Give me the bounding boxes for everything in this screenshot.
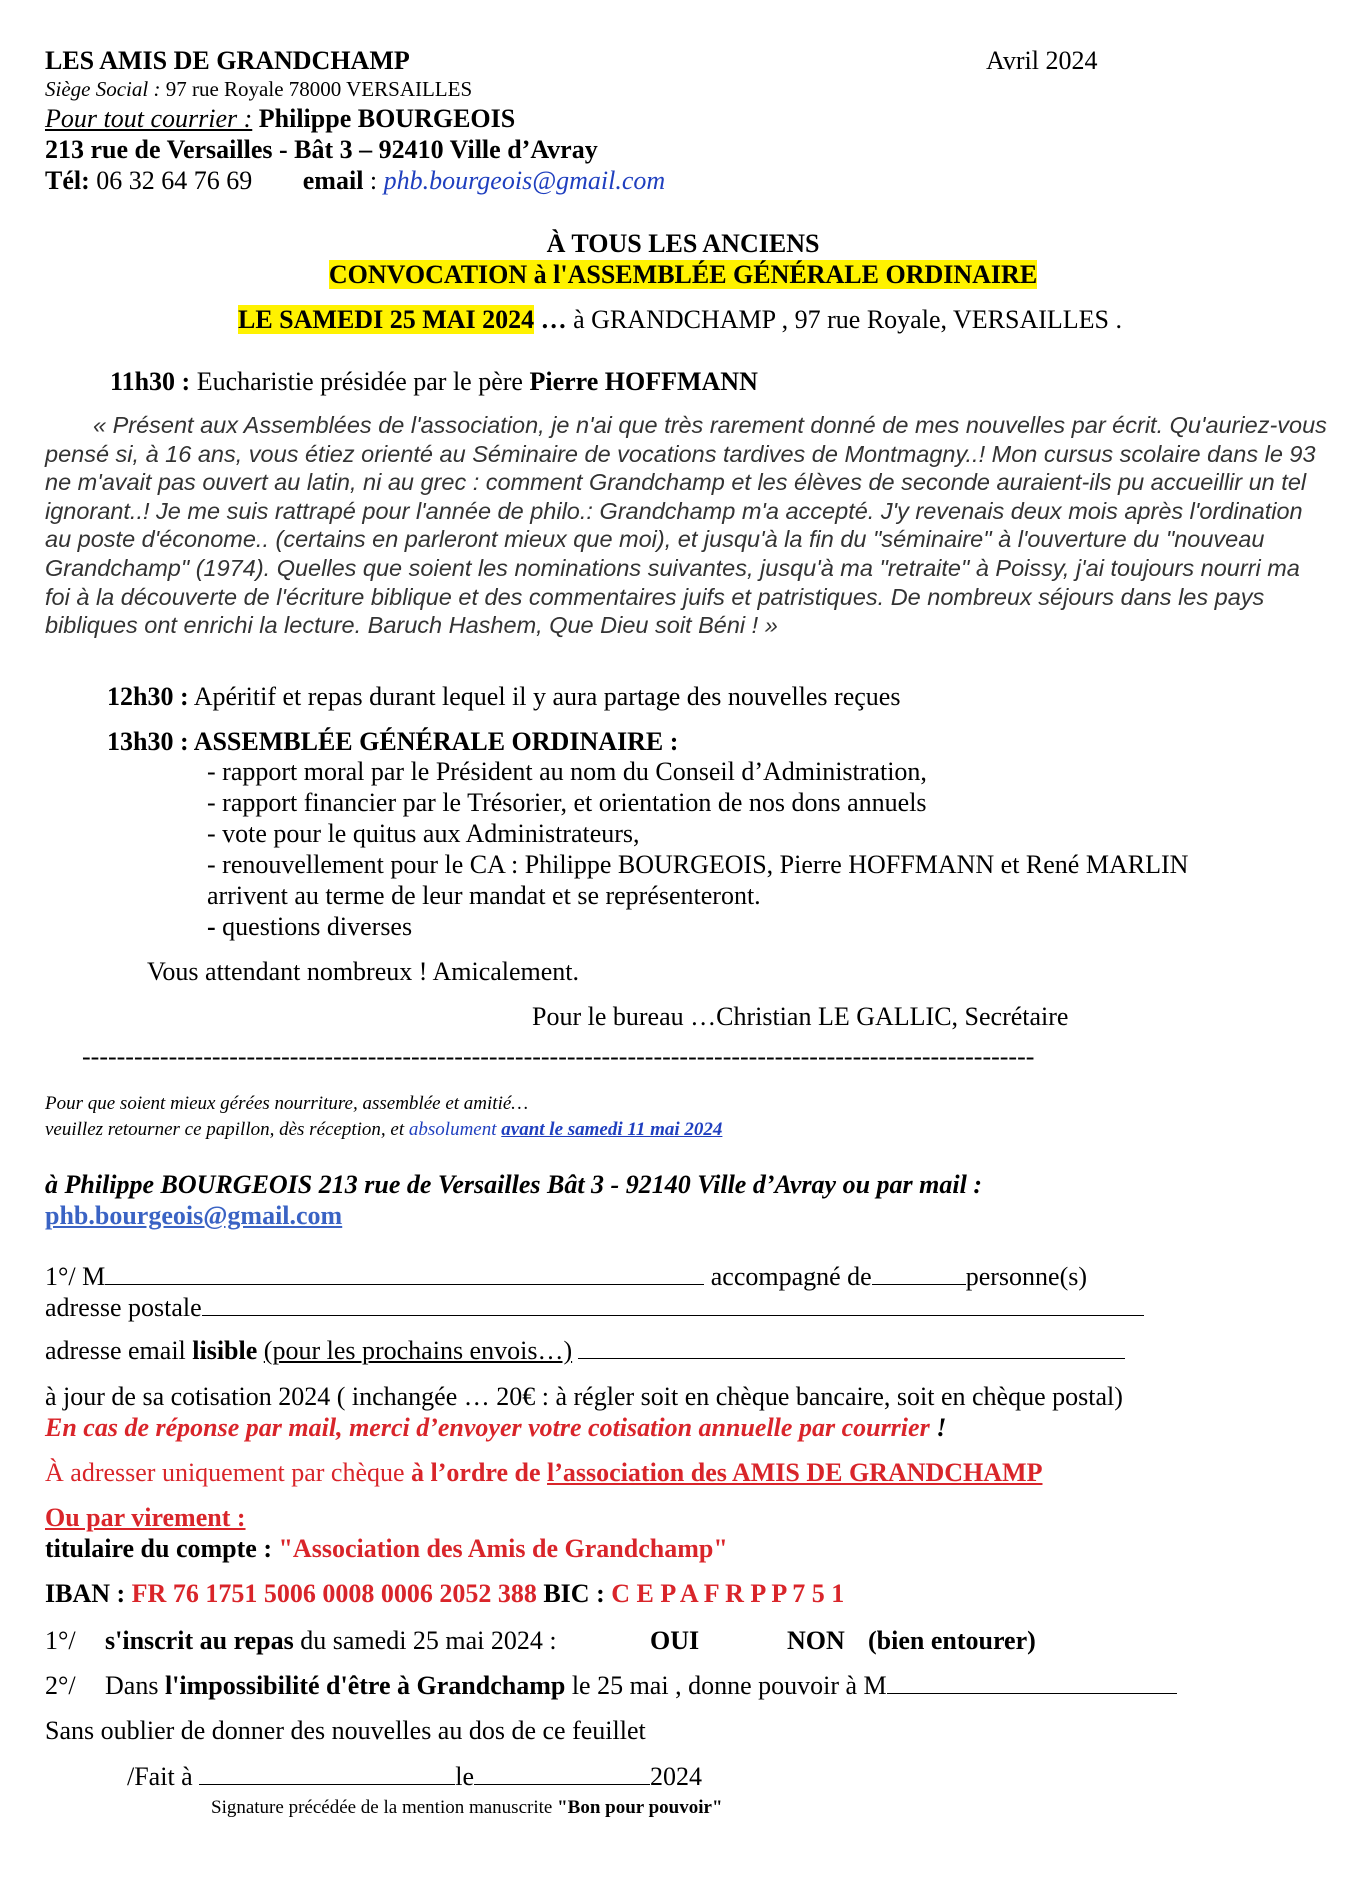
eucharistie-line xyxy=(110,367,758,397)
form-intro-2-text: veuillez retourner ce papillon, dès réception, et xyxy=(45,1119,409,1140)
bic-label: BIC : xyxy=(536,1579,612,1608)
document-date: Avril 2024 xyxy=(986,46,1098,75)
pouvoir-name-field[interactable] xyxy=(887,1671,1177,1694)
title-line-1: À TOUS LES ANCIENS xyxy=(546,229,820,258)
pouvoir-c: le 25 mai , donne pouvoir à M xyxy=(565,1671,887,1700)
secretary-signature: Pour le bureau …Christian LE GALLIC, Secrétaire xyxy=(532,1002,1069,1031)
attendee-prefix: 1°/ M xyxy=(45,1262,106,1291)
pouvoir-line xyxy=(105,1671,1177,1701)
siege-address: 97 rue Royale 78000 VERSAILLES xyxy=(165,77,473,101)
bic-value: C E P A F R P P 7 5 1 xyxy=(611,1579,845,1608)
repas-text: Apéritif et repas durant lequel il y aura partage des nouvelles reçues xyxy=(188,682,901,711)
repas-entourer-note: (bien entourer) xyxy=(868,1626,1036,1655)
pouvoir-a: Dans xyxy=(105,1671,165,1700)
meeting-date-line xyxy=(238,305,1122,335)
attendee-accompagne: accompagné de xyxy=(704,1262,872,1291)
email-label-lisible: lisible xyxy=(192,1336,258,1365)
fait-year: 2024 xyxy=(649,1762,702,1791)
fait-label: /Fait à xyxy=(127,1762,200,1791)
agenda-item: - rapport moral par le Président au nom du Conseil d’Administration, xyxy=(207,757,927,786)
tel-label: Tél: xyxy=(45,166,90,195)
fait-line xyxy=(127,1762,702,1792)
agenda-last-text: questions diverses xyxy=(215,912,413,941)
mail-note-excl: ! xyxy=(929,1413,947,1442)
agenda-dash: - xyxy=(207,912,216,941)
meeting-place: à GRANDCHAMP , 97 rue Royale, VERSAILLES . xyxy=(566,305,1123,334)
contact-line xyxy=(45,166,665,196)
contact-name: Philippe BOURGEOIS xyxy=(258,104,516,133)
pouvoir-num: 2°/ xyxy=(45,1671,76,1700)
courrier-line xyxy=(45,104,515,134)
email-label-note: (pour les prochains envois…) xyxy=(263,1336,573,1365)
cut-separator: -------------------------------------------------------------------------------------------------------------- xyxy=(82,1042,1035,1071)
virement-heading: Ou par virement : xyxy=(45,1503,246,1532)
mail-note-text: En cas de réponse par mail, merci d’envoyer votre cotisation annuelle par courrier xyxy=(45,1413,930,1442)
agenda-item: - rapport financier par le Trésorier, et orientation de nos dons annuels xyxy=(207,788,927,817)
form-deadline: avant le samedi 11 mai 2024 xyxy=(501,1119,723,1140)
ag-title: ASSEMBLÉE GÉNÉRALE ORDINAIRE : xyxy=(188,727,679,756)
titulaire-line xyxy=(45,1534,728,1564)
form-intro-absolument: absolument xyxy=(408,1119,497,1140)
repas-time: 12h30 : xyxy=(107,682,189,711)
bank-line xyxy=(45,1579,844,1609)
agenda-item: - renouvellement pour le CA : Philippe BOURGEOIS, Pierre HOFFMANN et René MARLIN xyxy=(207,850,1189,879)
repas-num: 1°/ xyxy=(45,1626,76,1655)
email-label: email xyxy=(302,166,364,195)
return-email-link[interactable]: phb.bourgeois@gmail.com xyxy=(45,1201,343,1230)
ag-line xyxy=(107,727,678,757)
cheque-payee: l’association des AMIS DE GRANDCHAMP xyxy=(547,1458,1043,1487)
siege-label: Siège Social : xyxy=(45,77,161,101)
attendee-line xyxy=(45,1262,1087,1292)
org-name: LES AMIS DE GRANDCHAMP xyxy=(45,46,410,75)
closing-line: Vous attendant nombreux ! Amicalement. xyxy=(147,957,580,986)
nouvelles-line: Sans oublier de donner des nouvelles au dos de ce feuillet xyxy=(45,1716,646,1745)
agenda-item: - vote pour le quitus aux Administrateurs, xyxy=(207,819,640,848)
repas-line xyxy=(107,682,900,712)
iban-label: IBAN : xyxy=(45,1579,132,1608)
email-label-a: adresse email xyxy=(45,1336,193,1365)
form-intro-1: Pour que soient mieux gérées nourriture, assemblée et amitié… xyxy=(45,1093,529,1114)
iban-value: FR 76 1751 5006 0008 0006 2052 388 xyxy=(131,1579,537,1608)
eucharistie-text: Eucharistie présidée par le père xyxy=(190,367,530,396)
signature-note-b: "Bon pour pouvoir" xyxy=(557,1797,723,1818)
pouvoir-b: l'impossibilité d'être à Grandchamp xyxy=(164,1671,566,1700)
title-line-2-wrap xyxy=(0,260,1366,290)
titulaire-label: titulaire du compte : xyxy=(45,1534,279,1563)
return-address: à Philippe BOURGEOIS 213 rue de Versailles Bât 3 - 92140 Ville d’Avray ou par mail : xyxy=(45,1170,983,1199)
companions-count-field[interactable] xyxy=(872,1262,966,1285)
siege-line xyxy=(45,77,472,101)
signature-note xyxy=(211,1797,723,1819)
ag-time: 13h30 : xyxy=(107,727,189,756)
form-intro-2 xyxy=(45,1119,722,1141)
email-line xyxy=(45,1336,1125,1366)
cheque-text-b: à l’ordre de xyxy=(411,1458,548,1487)
postal-line xyxy=(45,1293,1144,1323)
eucharistie-celebrant: Pierre HOFFMANN xyxy=(529,367,758,396)
cotisation-line: à jour de sa cotisation 2024 ( inchangée … 20€ : à régler soit en chèque bancaire, soit en chèque postal) xyxy=(45,1382,1123,1411)
meeting-date: LE SAMEDI 25 MAI 2024 xyxy=(238,305,535,334)
repas-inscription xyxy=(105,1626,557,1656)
titulaire-value: "Association des Amis de Grandchamp" xyxy=(278,1534,728,1563)
repas-inscription-a: s'inscrit au repas xyxy=(105,1626,294,1655)
title-line-2: CONVOCATION à l'ASSEMBLÉE GÉNÉRALE ORDINAIRE xyxy=(328,260,1038,289)
contact-address: 213 rue de Versailles - Bât 3 – 92410 Ville d’Avray xyxy=(45,135,598,164)
email-sep: : xyxy=(363,166,384,195)
cheque-line xyxy=(45,1458,1042,1488)
mail-note xyxy=(45,1413,946,1443)
repas-oui-option[interactable]: OUI xyxy=(650,1626,700,1655)
attendee-personnes: personne(s) xyxy=(965,1262,1088,1291)
tel-value: 06 32 64 76 69 xyxy=(96,166,253,195)
attendee-name-field[interactable] xyxy=(105,1262,704,1285)
repas-inscription-b: du samedi 25 mai 2024 : xyxy=(293,1626,557,1655)
repas-non-option[interactable]: NON xyxy=(787,1626,845,1655)
email-address-field[interactable] xyxy=(578,1336,1125,1359)
signature-note-a: Signature précédée de la mention manuscrite xyxy=(211,1797,558,1818)
cheque-text-a: À adresser uniquement par chèque xyxy=(45,1458,412,1487)
agenda-item: arrivent au terme de leur mandat et se représenteront. xyxy=(207,881,761,910)
postal-label: adresse postale xyxy=(45,1293,202,1322)
testimony-quote: « Présent aux Assemblées de l'association, je n'ai que très rarement donné de mes nouvelles par écrit. Qu'auriez-vous pensé si, à 16 ans, vous étiez orienté au Séminaire de vocations tardives de Montmagny..! Mon cursus scolaire dans le 93 ne m'avait pas ouvert au latin, ni au grec : comment Grandchamp et les élèves de seconde auraient-ils pu accueillir un tel ignorant..! Je me suis rattrapé pour l'année de philo.: Grandchamp m'a accepté. J'y revenais deux mois après l'ordination au poste d'économe.. (certains en parleront mieux que moi), et jusqu'à la fin du "séminaire" à l'ouverture du "nouveau Grandchamp" (1974). Quelles que soient les nominations suivantes, jusqu'à ma "retraite" à Poissy, j'ai toujours nourri ma foi à la découverte de l'écriture biblique et des commentaires juifs et patristiques. De nombreux séjours dans les pays bibliques ont enrichi la lecture. Baruch Hashem, Que Dieu soit Béni ! » xyxy=(45,412,1327,639)
fait-date-field[interactable] xyxy=(474,1762,650,1785)
fait-le: le xyxy=(455,1762,474,1791)
header-email-link[interactable]: phb.bourgeois@gmail.com xyxy=(383,166,666,195)
agenda-item-last xyxy=(207,912,412,942)
courrier-label: Pour tout courrier : xyxy=(45,104,253,133)
eucharistie-time: 11h30 : xyxy=(110,367,191,396)
meeting-ellipsis: … xyxy=(534,305,567,334)
fait-place-field[interactable] xyxy=(199,1762,455,1785)
postal-address-field[interactable] xyxy=(202,1293,1144,1316)
